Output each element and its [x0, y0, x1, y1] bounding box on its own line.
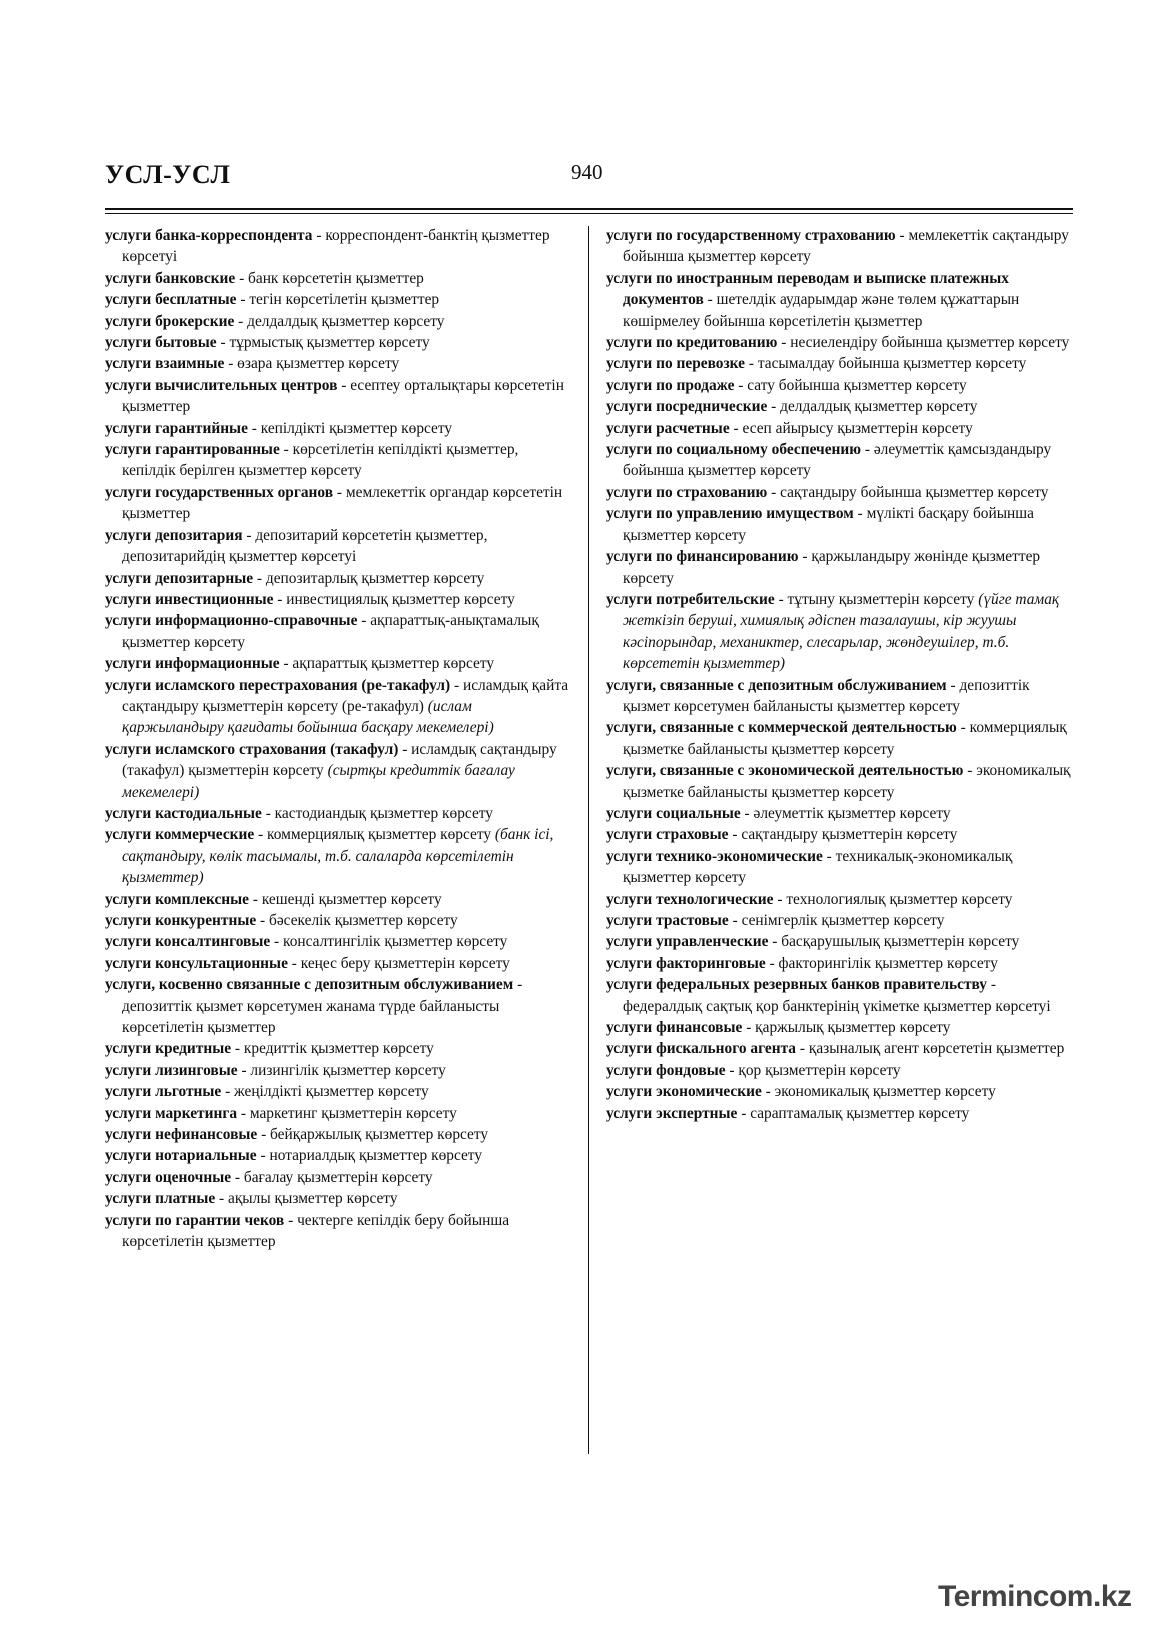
- entry-definition: - ақпараттық-анықтамалық қызметтер көрсету: [122, 612, 539, 651]
- entry-term: услуги технико-экономические: [606, 847, 823, 865]
- dictionary-entry: [105, 418, 573, 439]
- entry-definition: - қор қызметтерін көрсету: [725, 1061, 901, 1079]
- dictionary-entry: [105, 311, 573, 332]
- entry-term: услуги по управлению имуществом: [606, 505, 854, 523]
- entry-definition: - ақылы қызметтер көрсету: [215, 1190, 398, 1208]
- dictionary-entry: [105, 803, 573, 824]
- entry-term: услуги брокерские: [105, 312, 235, 330]
- page-header: [105, 160, 1073, 190]
- entry-term: услуги лизинговые: [105, 1061, 238, 1079]
- entry-term: услуги нотариальные: [105, 1147, 257, 1165]
- entry-term: услуги, связанные с экономической деятельностью: [606, 762, 964, 780]
- entry-definition: - кеңес беру қызметтерін көрсету: [287, 954, 510, 972]
- dictionary-entry: [105, 1188, 573, 1209]
- dictionary-entry: [105, 1210, 573, 1253]
- entry-term: услуги посреднические: [606, 398, 768, 416]
- entry-definition: - тұтыну қызметтерін көрсету: [774, 590, 979, 608]
- entry-term: услуги по продаже: [606, 376, 735, 394]
- entry-definition: - қаржыландыру жөнінде қызметтер көрсету: [623, 548, 1041, 587]
- entry-term: услуги комплексные: [105, 890, 250, 908]
- entry-definition: - несиелендіру бойынша қызметтер көрсету: [777, 334, 1070, 352]
- entry-term: услуги льготные: [105, 1083, 222, 1101]
- entry-definition: - ақпараттық қызметтер көрсету: [279, 655, 495, 673]
- dictionary-entry: [105, 289, 573, 310]
- entry-definition: - депозиттік қызмет көрсетумен жанама түрде байланысты көрсетілетін қызметтер: [122, 976, 523, 1037]
- entry-definition: - есеп айырысу қызметтерін көрсету: [729, 419, 973, 437]
- dictionary-entry: [606, 1017, 1076, 1038]
- entry-definition: - тасымалдау бойынша қызметтер көрсету: [745, 355, 1027, 373]
- dictionary-entry: [105, 482, 573, 525]
- entry-definition: - делдалдық қызметтер көрсету: [234, 312, 445, 330]
- entry-definition: - қаржылық қызметтер көрсету: [742, 1019, 951, 1037]
- dictionary-entry: [105, 225, 573, 268]
- dictionary-entry: [105, 1167, 573, 1188]
- entry-term: услуги по гарантии чеков: [105, 1211, 285, 1229]
- dictionary-entry: [606, 1038, 1076, 1059]
- entry-definition: - коммерциялық қызметке байланысты қызметтер көрсету: [623, 719, 1067, 758]
- entry-term: услуги маркетинга: [105, 1104, 238, 1122]
- entry-term: услуги инвестиционные: [105, 590, 274, 608]
- entry-definition: - басқарушылық қызметтерін көрсету: [768, 933, 1020, 951]
- entry-term: услуги консультационные: [105, 954, 288, 972]
- entry-definition: - мемлекеттік органдар көрсететін қызметтер: [122, 483, 563, 523]
- entry-term: услуги фискального агента: [606, 1040, 797, 1058]
- entry-term: услуги, косвенно связанные с депозитным обслуживанием: [105, 976, 514, 994]
- entry-definition: - бағалау қызметтерін көрсету: [231, 1168, 433, 1186]
- entry-definition: - корреспондент-банктің қызметтер көрсетуі: [122, 227, 550, 266]
- entry-definition: - нотариалдық қызметтер көрсету: [256, 1147, 483, 1165]
- dictionary-entry: [606, 503, 1076, 546]
- dictionary-entry: [105, 1124, 573, 1145]
- entry-term: услуги информационные: [105, 655, 280, 673]
- entry-definition: - депозитарлық қызметтер көрсету: [253, 569, 485, 587]
- entry-definition: - инвестициялық қызметтер көрсету: [273, 590, 515, 608]
- entry-definition: - тегін көрсетілетін қызметтер: [236, 291, 440, 309]
- dictionary-entry: [105, 931, 573, 952]
- dictionary-entry: [606, 910, 1076, 931]
- entry-definition: - сақтандыру бойынша қызметтер көрсету: [767, 483, 1049, 501]
- entry-term: услуги по социальному обеспечению: [606, 441, 862, 459]
- entry-term: услуги расчетные: [606, 419, 730, 437]
- entry-term: услуги факторинговые: [606, 954, 766, 972]
- entry-term: услуги потребительские: [606, 590, 775, 608]
- entry-definition: - депозитарий көрсететін қызметтер, депозитарийдің қызметтер көрсетуі: [122, 526, 488, 566]
- logo-text: Termincom.kz: [938, 1580, 1132, 1613]
- entry-definition: - сату бойынша қызметтер көрсету: [734, 376, 967, 394]
- dictionary-entry: [606, 268, 1076, 332]
- dictionary-entry: [606, 931, 1076, 952]
- entry-definition: - бәсекелік қызметтер көрсету: [256, 912, 458, 929]
- entry-term: услуги оценочные: [105, 1168, 232, 1186]
- entry-term: услуги социальные: [606, 804, 741, 822]
- entry-definition: - федералдық сақтық қор банктерінің үкіметке қызметтер көрсетуі: [623, 976, 1051, 1015]
- dictionary-entry: [606, 717, 1076, 760]
- dictionary-entry: [606, 803, 1076, 824]
- dictionary-entry: [105, 675, 573, 739]
- dictionary-entry: [105, 653, 573, 674]
- dictionary-entry: [606, 546, 1076, 589]
- dictionary-entry: [105, 353, 573, 374]
- entry-definition: - техникалық-экономикалық қызметтер көрсету: [623, 847, 1013, 887]
- entry-term: услуги по финансированию: [606, 548, 799, 566]
- left-column: [105, 225, 573, 1253]
- right-column: [606, 225, 1076, 1124]
- entry-term: услуги экспертные: [606, 1104, 738, 1122]
- entry-note: (сыртқы кредиттік бағалау мекемелері): [122, 762, 515, 801]
- dictionary-entry: [105, 332, 573, 353]
- entry-term: услуги гарантированные: [105, 441, 280, 459]
- entry-term: услуги трастовые: [606, 912, 729, 929]
- entry-term: услуги платные: [105, 1190, 216, 1208]
- entry-term: услуги технологические: [606, 890, 774, 908]
- entry-term: услуги коммерческие: [105, 826, 255, 844]
- dictionary-entry: [606, 482, 1076, 503]
- dictionary-entry: [105, 1060, 573, 1081]
- entry-term: услуги вычислительных центров: [105, 376, 338, 394]
- entry-definition: - кредиттік қызметтер көрсету: [231, 1040, 434, 1058]
- dictionary-entry: [105, 525, 573, 568]
- entry-definition: - өзара қызметтер көрсету: [224, 355, 400, 373]
- entry-definition: - лизингілік қызметтер көрсету: [237, 1061, 446, 1079]
- entry-term: услуги по перевозке: [606, 355, 745, 373]
- dictionary-entry: [105, 889, 573, 910]
- entry-term: услуги информационно-справочные: [105, 612, 358, 630]
- entry-term: услуги управленческие: [606, 933, 769, 951]
- header-rule-thick: [105, 208, 1073, 210]
- entry-definition: - факторингілік қызметтер көрсету: [765, 954, 998, 972]
- entry-definition: - кепілдікті қызметтер көрсету: [247, 419, 453, 437]
- entry-term: услуги бытовые: [105, 334, 217, 352]
- entry-definition: - әлеуметтік қамсыздандыру бойынша қызметтер көрсету: [623, 441, 1052, 480]
- dictionary-entry: [606, 675, 1076, 718]
- dictionary-entry: [105, 568, 573, 589]
- entry-definition: - шетелдік аударымдар және төлем құжаттарын көшірмелеу бойынша көрсетілетін қызметтер: [623, 291, 1020, 330]
- entry-definition: - мемлекеттік сақтандыру бойынша қызметтер көрсету: [623, 227, 1069, 266]
- dictionary-entry: [105, 610, 573, 653]
- page-number: 940: [571, 160, 603, 184]
- entry-definition: - сенімгерлік қызметтер көрсету: [728, 912, 945, 929]
- entry-definition: - экономикалық қызметтер көрсету: [761, 1083, 996, 1101]
- dictionary-entry: [606, 375, 1076, 396]
- entry-definition: - экономикалық қызметке байланысты қызметтер көрсету: [623, 762, 1071, 801]
- dictionary-entry: [105, 375, 573, 418]
- entry-definition: - исламдық қайта сақтандыру қызметтерін көрсету (ре-такафул): [122, 676, 569, 715]
- entry-definition: - әлеуметтік қызметтер көрсету: [740, 804, 951, 822]
- dictionary-entry: [105, 910, 573, 931]
- dictionary-entry: [105, 953, 573, 974]
- entry-term: услуги гарантийные: [105, 419, 248, 437]
- entry-term: услуги экономические: [606, 1083, 762, 1101]
- dictionary-entry: [105, 1081, 573, 1102]
- dictionary-entry: [606, 225, 1076, 268]
- entry-term: услуги по иностранным переводам и выписке платежных документов: [606, 269, 1009, 309]
- entry-term: услуги депозитарные: [105, 569, 254, 587]
- termincom-logo: [938, 1578, 1138, 1620]
- dictionary-entry: [105, 739, 573, 803]
- entry-note: (үйге тамақ жеткізіп беруші, химиялық әдіспен тазалаушы, кір жуушы кәсіпорындар, механиктер, слесарьлар, жөндеушілер, т.б. көрсететін қызметтер): [623, 590, 1060, 673]
- dictionary-entry: [606, 1103, 1076, 1124]
- entry-term: услуги кредитные: [105, 1040, 232, 1058]
- entry-term: услуги, связанные с коммерческой деятельностью: [606, 719, 957, 737]
- entry-definition: - сараптамалық қызметтер көрсету: [737, 1104, 970, 1122]
- entry-definition: - коммерциялық қызметтер көрсету: [254, 826, 495, 844]
- entry-note: (ислам қаржыландыру қағидаты бойынша басқару мекемелері): [122, 697, 494, 737]
- entry-term: услуги исламского перестрахования (ре-такафул): [105, 676, 451, 694]
- entry-term: услуги банковские: [105, 269, 236, 287]
- dictionary-entry: [105, 268, 573, 289]
- column-divider: [588, 226, 589, 1454]
- entry-term: услуги кастодиальные: [105, 804, 262, 822]
- entry-term: услуги бесплатные: [105, 291, 237, 309]
- dictionary-entry: [606, 1081, 1076, 1102]
- entry-term: услуги государственных органов: [105, 483, 334, 501]
- dictionary-entry: [606, 846, 1076, 889]
- entry-definition: - мүлікті басқару бойынша қызметтер көрсету: [623, 505, 1034, 544]
- dictionary-entry: [105, 1145, 573, 1166]
- dictionary-entry: [105, 824, 573, 888]
- dictionary-entry: [606, 353, 1076, 374]
- entry-definition: - көрсетілетін кепілдікті қызметтер, кепілдік берілген қызметтер көрсету: [122, 441, 519, 480]
- entry-term: услуги исламского страхования (такафул): [105, 740, 399, 758]
- entry-definition: - депозиттік қызмет көрсетумен байланысты қызметтер көрсету: [623, 676, 1030, 715]
- entry-definition: - технологиялық қызметтер көрсету: [773, 890, 1013, 908]
- entry-term: услуги фондовые: [606, 1061, 726, 1079]
- entry-definition: - тұрмыстық қызметтер көрсету: [216, 334, 430, 352]
- entry-definition: - банк көрсететін қызметтер: [235, 269, 424, 287]
- dictionary-entry: [606, 439, 1076, 482]
- entry-term: услуги банка-корреспондента: [105, 227, 313, 244]
- dictionary-entry: [606, 1060, 1076, 1081]
- entry-term: услуги страховые: [606, 826, 729, 844]
- entry-definition: - кешенді қызметтер көрсету: [249, 890, 442, 908]
- entry-definition: - сақтандыру қызметтерін көрсету: [728, 826, 958, 844]
- dictionary-entry: [105, 439, 573, 482]
- dictionary-entry: [606, 889, 1076, 910]
- dictionary-entry: [105, 589, 573, 610]
- entry-note: (банк ісі, сақтандыру, көлік тасымалы, т.б. салаларда көрсетілетін қызметтер): [122, 826, 554, 887]
- running-head: УСЛ-УСЛ: [105, 160, 231, 189]
- dictionary-entry: [105, 1038, 573, 1059]
- entry-term: услуги нефинансовые: [105, 1126, 258, 1144]
- entry-definition: - маркетинг қызметтерін көрсету: [237, 1104, 457, 1122]
- entry-term: услуги консалтинговые: [105, 933, 271, 951]
- dictionary-entry: [606, 396, 1076, 417]
- entry-term: услуги финансовые: [606, 1019, 743, 1037]
- entry-term: услуги по страхованию: [606, 483, 768, 501]
- entry-definition: - қазыналық агент көрсететін қызметтер: [796, 1040, 1065, 1058]
- entry-term: услуги по государственному страхованию: [606, 227, 896, 244]
- dictionary-entry: [606, 953, 1076, 974]
- entry-definition: - делдалдық қызметтер көрсету: [767, 398, 978, 416]
- entry-definition: - исламдық сақтандыру (такафул) қызметтерін көрсету: [122, 740, 557, 780]
- entry-term: услуги, связанные с депозитным обслуживанием: [606, 676, 947, 694]
- entry-definition: - бейқаржылық қызметтер көрсету: [257, 1126, 489, 1144]
- entry-term: услуги федеральных резервных банков правительству: [606, 976, 988, 994]
- entry-definition: - жеңілдікті қызметтер көрсету: [221, 1083, 429, 1101]
- dictionary-entry: [105, 974, 573, 1038]
- entry-term: услуги депозитария: [105, 526, 243, 544]
- dictionary-entry: [606, 760, 1076, 803]
- dictionary-entry: [606, 824, 1076, 845]
- entry-term: услуги по кредитованию: [606, 334, 778, 352]
- dictionary-entry: [606, 589, 1076, 675]
- dictionary-entry: [606, 974, 1076, 1017]
- entry-definition: - консалтингілік қызметтер көрсету: [270, 933, 508, 951]
- dictionary-entry: [105, 1103, 573, 1124]
- dictionary-entry: [606, 418, 1076, 439]
- header-rule-thin: [105, 213, 1073, 214]
- entry-definition: - чектерге кепілдік беру бойынша көрсетілетін қызметтер: [122, 1211, 510, 1251]
- entry-definition: - кастодиандық қызметтер көрсету: [261, 804, 493, 822]
- dictionary-entry: [606, 332, 1076, 353]
- entry-term: услуги взаимные: [105, 355, 225, 373]
- entry-definition: - есептеу орталықтары көрсететін қызметтер: [122, 376, 564, 416]
- entry-term: услуги конкурентные: [105, 912, 257, 929]
